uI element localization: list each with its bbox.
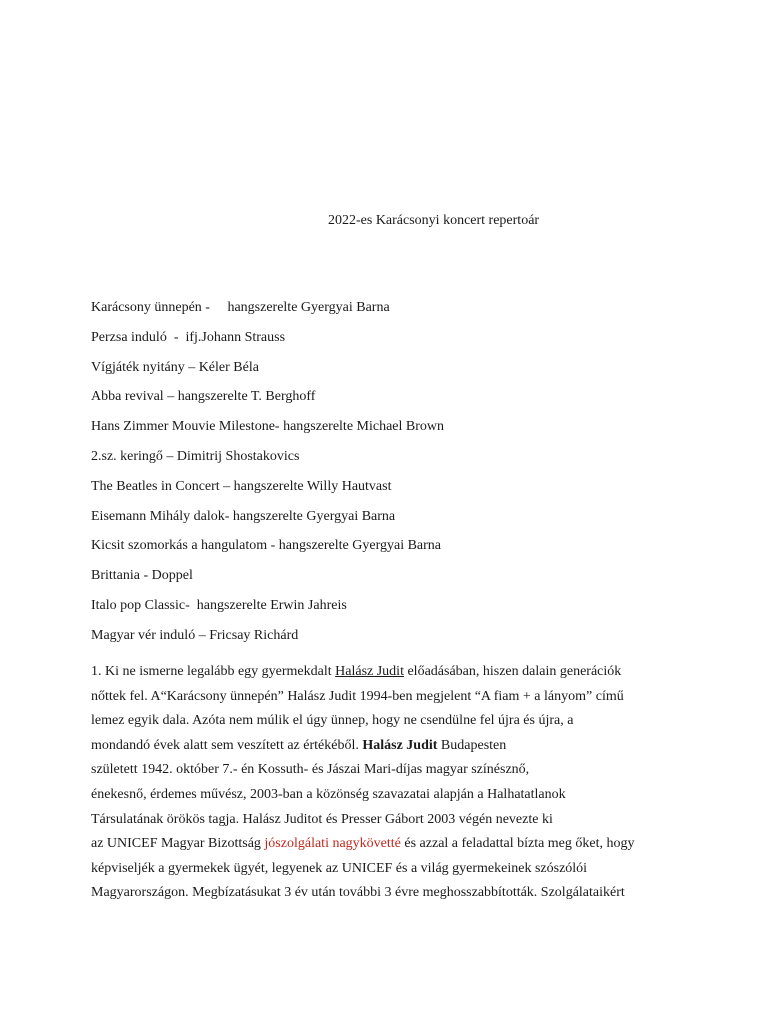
bio-line: lemez egyik dala. Azóta nem múlik el úgy ünnep, hogy ne csendülne fel újra és újra, a [91,713,574,729]
bio-text: és azzal a feladattal bízta meg őket, hogy [400,836,635,852]
concert-program-list [91,298,731,656]
bio-text: az UNICEF Magyar Bizottság [91,836,265,852]
program-item: Magyar vér induló – Fricsay Richárd [91,627,299,643]
bio-bold-name: Halász Judit [362,737,438,753]
bio-line: Magyarországon. Megbízatásukat 3 év után további 3 évre meghosszabbították. Szolgálataikért [91,885,625,901]
bio-line: képviseljék a gyermekek ügyét, legyenek az UNICEF és a világ gyermekeinek szószólói [91,860,588,876]
program-item: Vígjáték nyitány – Kéler Béla [91,359,259,375]
bio-line: nőttek fel. A“Karácsony ünnepén” Halász Judit 1994-ben megjelent “A fiam + a lányom” című [91,688,624,704]
program-item: Italo pop Classic- hangszerelte Erwin Jahreis [91,597,347,613]
bio-line [91,832,681,857]
bio-text: Budapesten [437,737,507,753]
program-item: Karácsony ünnepén - hangszerelte Gyergyai Barna [91,300,390,315]
program-item: Eisemann Mihály dalok- hangszerelte Gyergyai Barna [91,508,396,524]
bio-line: Társulatának örökös tagja. Halász Juditot és Presser Gábort 2003 végén nevezte ki [91,811,553,827]
bio-text: 1. Ki ne ismerne legalább egy gyermekdalt [91,664,336,679]
bio-line [91,660,681,685]
bio-line: énekesnő, érdemes művész, 2003-ban a közönség szavazatai alapján a Halhatatlanok [91,786,566,802]
program-item: Hans Zimmer Mouvie Milestone- hangszerelte Michael Brown [91,419,445,435]
ambassador-highlight: jószolgálati nagykövetté [264,836,401,852]
program-item: Brittania - Doppel [91,568,193,584]
bio-line [91,734,681,759]
program-item: Kicsit szomorkás a hangulatom - hangszerelte Gyergyai Barna [91,538,442,554]
bio-text: mondandó évek alatt sem veszített az értékéből. [91,737,363,753]
program-item: 2.sz. keringő – Dimitrij Shostakovics [91,448,300,464]
program-item: The Beatles in Concert – hangszerelte Willy Hautvast [91,478,392,494]
bio-line: született 1942. október 7.- én Kossuth- és Jászai Mari-díjas magyar színésznő, [91,762,530,778]
document-title: 2022-es Karácsonyi koncert repertoár [328,213,540,228]
program-item: Abba revival – hangszerelte T. Berghoff [91,389,316,405]
bio-text: előadásában, hiszen dalain generációk [403,664,622,679]
halasz-judit-link[interactable]: Halász Judit [335,664,404,679]
program-item: Perzsa induló - ifj.Johann Strauss [91,329,286,345]
bio-paragraph [91,660,681,906]
